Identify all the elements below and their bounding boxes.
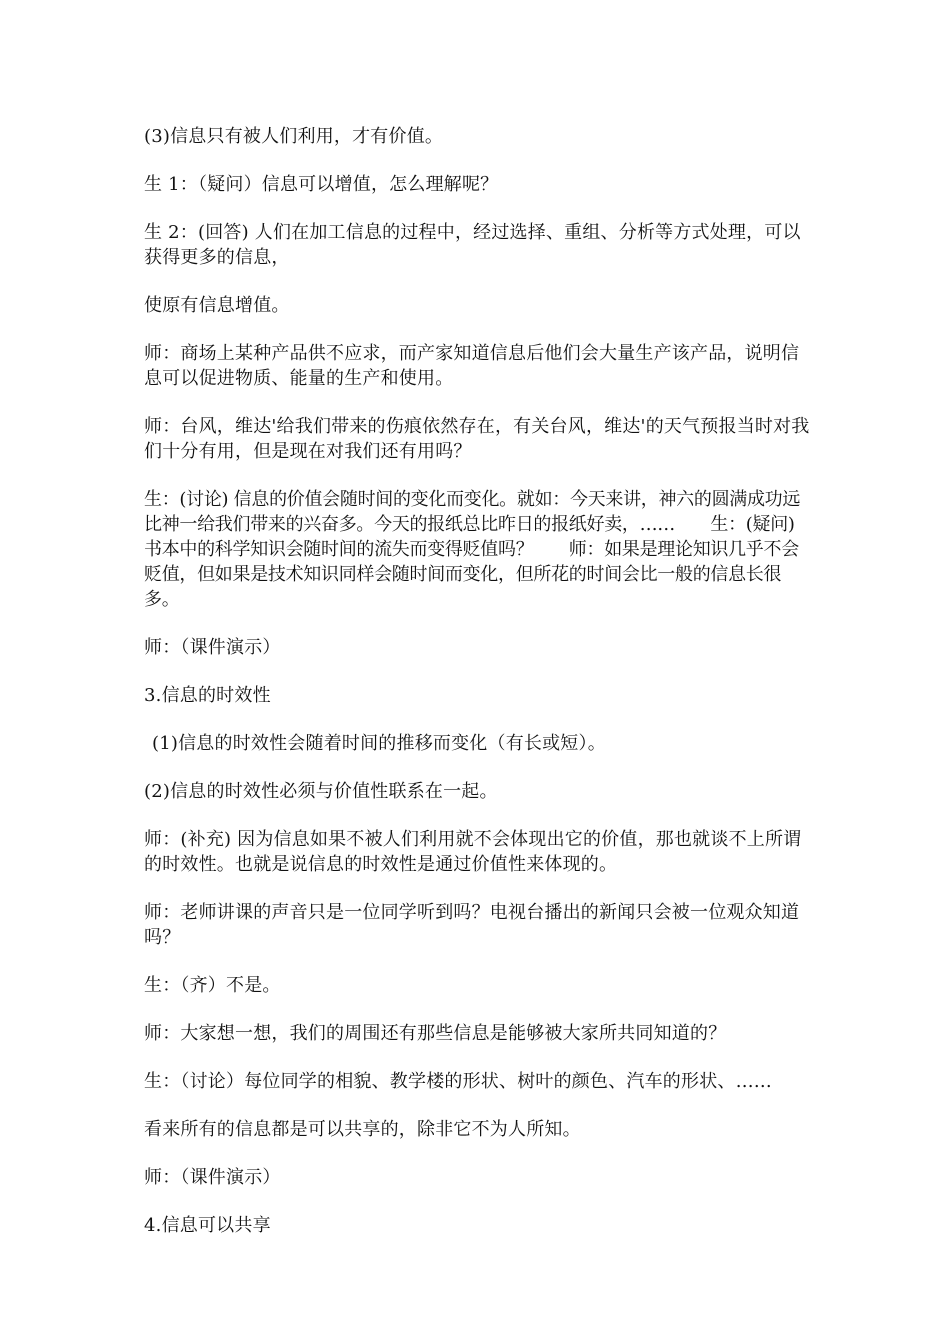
paragraph-student-1-question: 生 1：（疑问）信息可以增值，怎么理解呢？ (144, 174, 499, 195)
paragraph-teacher-typhoon-example: 师：台风，维达'给我们带来的伤痕依然存在，有关台风，维达'的天气预报当时对我们十分有用，但是现在对我们还有用吗？ (144, 416, 810, 462)
paragraph-teacher-question-sharing: 师：老师讲课的声音只是一位同学听到吗？电视台播出的新闻只会被一位观众知道吗？ (144, 902, 800, 948)
paragraph-student-discussion-examples: 生：（讨论）每位同学的相貌、教学楼的形状、树叶的颜色、汽车的形状、…… (144, 1071, 772, 1092)
paragraph-teacher-think: 师：大家想一想，我们的周围还有那些信息是能够被大家所共同知道的？ (144, 1023, 727, 1044)
paragraph-value-point-3: (3)信息只有被人们利用，才有价值。 (144, 126, 444, 147)
heading-timeliness: 3.信息的时效性 (144, 685, 271, 706)
document-body (144, 124, 810, 1261)
paragraph-discussion-time-value: 生：(讨论) 信息的价值会随时间的变化而变化。就如：今天来讲，神六的圆满成功远比神一给我们带来的兴奋多。今天的报纸总比昨日的报纸好卖，…… 生：(疑问) 书本中的科学知识会随时间的流失而变得贬值吗？ 师：如果是理论知识几乎不会贬值，但如果是技术知识同样会随时间而变化，但所花的时间会比一般的信息长很多。 (144, 489, 801, 610)
paragraph-value-increase: 使原有信息增值。 (144, 295, 290, 316)
paragraph-teacher-supplement: 师：(补充) 因为信息如果不被人们利用就不会体现出它的价值，那也就谈不上所谓的时效性。也就是说信息的时效性是通过价值性来体现的。 (144, 829, 802, 875)
paragraph-sharing-conclusion: 看来所有的信息都是可以共享的，除非它不为人所知。 (144, 1119, 581, 1140)
heading-sharing: 4.信息可以共享 (144, 1215, 271, 1236)
paragraph-timeliness-point-2: (2)信息的时效性必须与价值性联系在一起。 (144, 781, 498, 802)
paragraph-teacher-demo-2: 师：（课件演示） (144, 1167, 281, 1188)
paragraph-timeliness-point-1: (1)信息的时效性会随着时间的推移而变化（有长或短）。 (152, 733, 606, 754)
paragraph-students-answer: 生：（齐）不是。 (144, 975, 281, 996)
paragraph-teacher-market-example: 师：商场上某种产品供不应求，而产家知道信息后他们会大量生产该产品，说明信息可以促进物质、能量的生产和使用。 (144, 343, 800, 389)
paragraph-teacher-demo-1: 师：（课件演示） (144, 637, 281, 658)
paragraph-student-2-answer: 生 2：(回答) 人们在加工信息的过程中，经过选择、重组、分析等方式处理，可以获得更多的信息， (144, 222, 801, 268)
